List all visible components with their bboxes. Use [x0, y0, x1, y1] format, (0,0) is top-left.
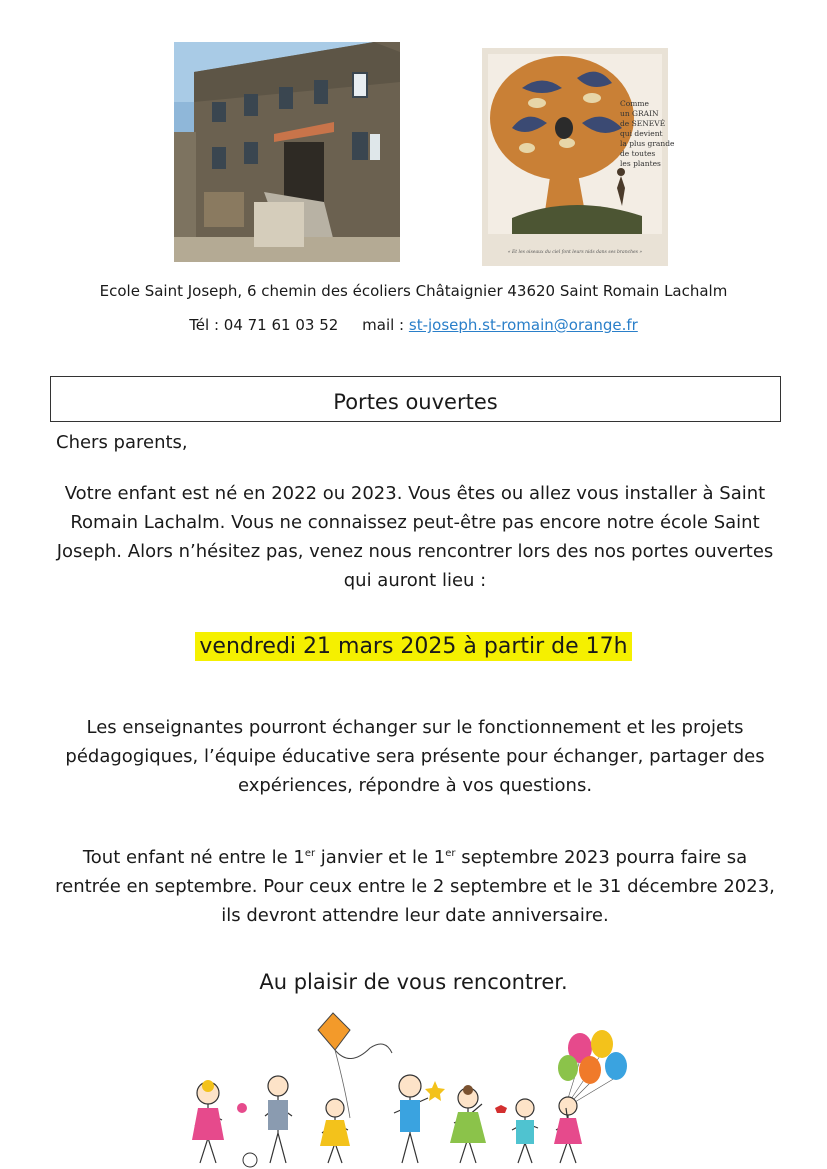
- school-building-photo: [174, 42, 400, 262]
- teachers-paragraph: [40, 713, 790, 800]
- tree-poster-image: [482, 48, 675, 266]
- poster-text-line: les plantes: [620, 159, 661, 168]
- intro-paragraph: [40, 479, 790, 595]
- poster-text-line: de toutes: [620, 149, 656, 158]
- event-date: vendredi 21 mars 2025 à partir de 17h: [195, 632, 631, 661]
- enrollment-paragraph: [40, 839, 790, 930]
- paragraph-line: ils devront attendre leur date anniversaire.: [221, 905, 609, 926]
- text-fragment: septembre 2023 pourra faire sa: [455, 847, 748, 868]
- email-link[interactable]: st-joseph.st-romain@orange.fr: [408, 316, 638, 334]
- paragraph-line: [40, 839, 790, 872]
- paragraph-line: Les enseignantes pourront échanger sur le fonctionnement et les projets: [86, 717, 744, 738]
- superscript: er: [445, 848, 456, 859]
- paragraph-line: rentrée en septembre. Pour ceux entre le 2 septembre et le 31 décembre 2023,: [55, 876, 775, 897]
- paragraph-line: Romain Lachalm. Vous ne connaissez peut-être pas encore notre école Saint: [70, 512, 760, 533]
- poster-text-line: la plus grande: [620, 139, 675, 148]
- phone-number: Tél : 04 71 61 03 52: [189, 316, 339, 334]
- poster-caption: « Et les oiseaux du ciel font leurs nids dans ses branches »: [507, 250, 643, 255]
- superscript: er: [304, 848, 316, 859]
- paragraph-line: Joseph. Alors n’hésitez pas, venez nous rencontrer lors des nos portes ouvertes: [56, 541, 774, 562]
- poster-text-line: de SENEVÉ: [620, 119, 666, 128]
- contact-line: [0, 316, 827, 334]
- greeting: Chers parents,: [56, 432, 188, 453]
- paragraph-line: pédagogiques, l’équipe éducative sera présente pour échanger, partager des: [65, 746, 765, 767]
- poster-text-line: un GRAIN: [620, 109, 659, 118]
- mail-label: mail :: [362, 316, 405, 334]
- event-date-block: [0, 634, 827, 659]
- text-fragment: janvier et le 1: [315, 847, 446, 868]
- paragraph-line: Votre enfant est né en 2022 ou 2023. Vous êtes ou allez vous installer à Saint: [64, 483, 766, 504]
- paragraph-line: expériences, répondre à vos questions.: [237, 775, 593, 796]
- school-address: Ecole Saint Joseph, 6 chemin des écoliers Châtaignier 43620 Saint Romain Lachalm: [99, 282, 728, 300]
- closing-line: Au plaisir de vous rencontrer.: [259, 970, 568, 994]
- poster-text-line: qui devient: [620, 129, 663, 138]
- text-fragment: Tout enfant né entre le 1: [82, 847, 305, 868]
- poster-text-line: Comme: [620, 99, 649, 108]
- children-illustration: [170, 1008, 630, 1169]
- page-title: Portes ouvertes: [50, 376, 781, 422]
- paragraph-line: qui auront lieu :: [343, 570, 487, 591]
